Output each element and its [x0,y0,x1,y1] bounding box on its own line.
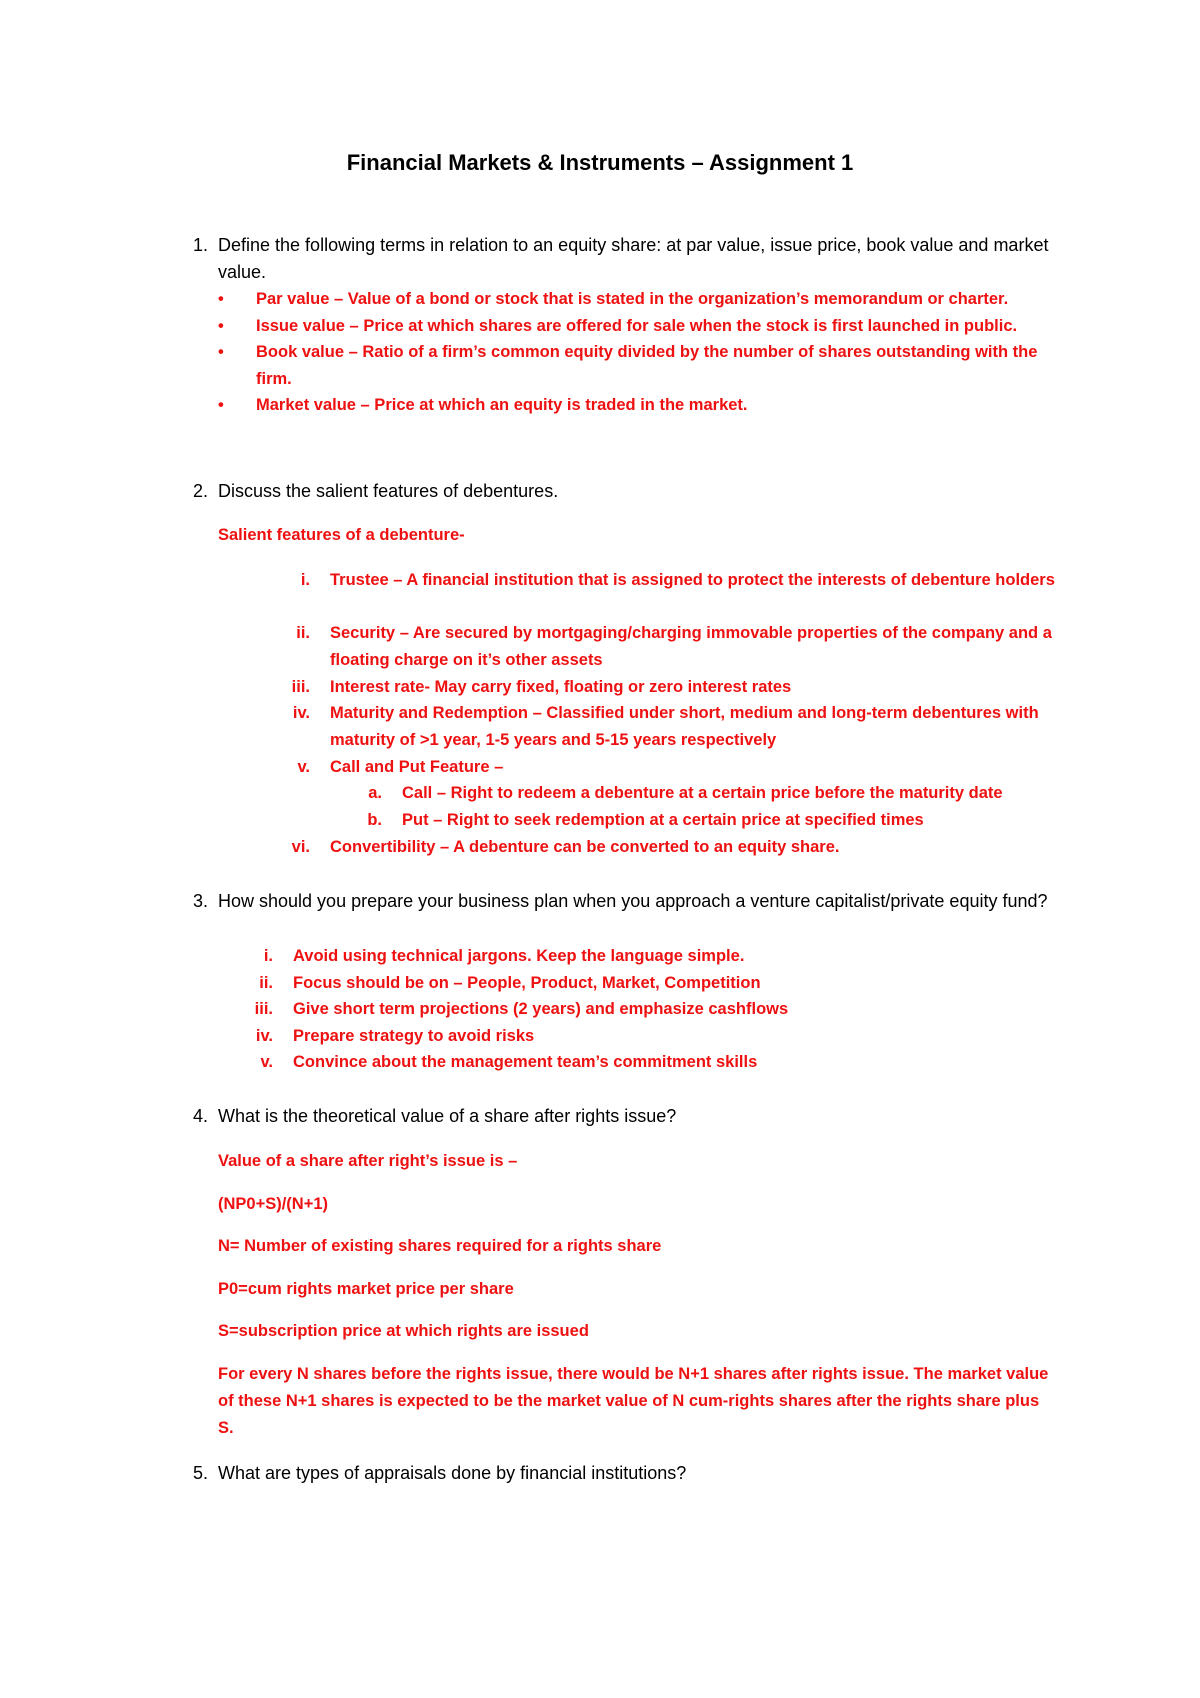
list-item [218,313,1058,340]
list-item [255,1023,1053,1050]
answer-line: P0=cum rights market price per share [218,1280,514,1298]
question-text: Discuss the salient features of debentures. [218,481,559,501]
question-2 [192,478,1058,505]
answer-text: Avoid using technical jargons. Keep the language simple. [293,947,745,965]
document-title: Financial Markets & Instruments – Assignment 1 [346,150,854,175]
answer-text: Book value – Ratio of a firm’s common equity divided by the number of shares outstanding with the firm. [256,343,1038,388]
question-number: 3. [192,891,208,911]
answer-text: Call and Put Feature – [330,758,504,776]
list-item [259,970,1053,997]
question-number: 2. [192,481,208,501]
question-text: What is the theoretical value of a share after rights issue? [218,1106,677,1126]
answer-text: Issue value – Price at which shares are offered for sale when the stock is first launched in public. [256,317,1018,335]
item-number: v. [297,758,310,776]
item-number: ii. [259,974,273,992]
item-number: i. [300,571,310,589]
question-1 [192,232,1058,286]
question-number: 5. [192,1463,208,1483]
list-item [291,834,1090,861]
item-letter: b. [367,811,382,829]
list-item [292,700,1090,754]
item-letter: a. [368,784,382,802]
list-item [300,567,1090,594]
answer-line: Value of a share after right’s issue is – [218,1152,518,1170]
question-3 [192,888,1058,915]
question-number: 1. [192,235,208,255]
item-number: iii. [291,678,310,696]
bullet-icon: • [218,317,224,335]
bullet-icon: • [218,343,224,361]
list-item [218,392,1058,419]
answer-text: Par value – Value of a bond or stock that is stated in the organization’s memorandum or charter. [256,290,1009,308]
answer-text: Market value – Price at which an equity is traded in the market. [256,396,748,414]
item-number: v. [260,1053,273,1071]
answer-text: Maturity and Redemption – Classified under short, medium and long-term debentures with maturity of >1 year, 1-5 years and 5-15 years respectively [330,704,1039,749]
bullet-icon: • [218,290,224,308]
answer-paragraph: For every N shares before the rights issue, there would be N+1 shares after rights issue. The market value of these N+1 shares is expected to be the market value of N cum-rights shares after the rights share plus S. [218,1365,1049,1437]
question-number: 4. [192,1106,208,1126]
item-number: iv. [292,704,310,722]
formula: (NP0+S)/(N+1) [218,1195,329,1213]
item-number: ii. [296,624,310,642]
list-item [297,754,1090,781]
item-number: i. [263,947,273,965]
sub-list-item [368,780,1092,807]
question-4 [192,1103,1058,1130]
list-item [263,943,1053,970]
list-item [218,286,1058,313]
answer-text: Interest rate- May carry fixed, floating or zero interest rates [330,678,792,696]
answer-intro: Salient features of a debenture- [218,526,465,544]
answer-text: Security – Are secured by mortgaging/charging immovable properties of the company and a floating charge on it’s other assets [330,624,1052,669]
answer-text: Prepare strategy to avoid risks [293,1027,535,1045]
answer-text: Convertibility – A debenture can be converted to an equity share. [330,838,840,856]
question-text: Define the following terms in relation to an equity share: at par value, issue price, book value and market value. [218,235,1049,282]
question-text: What are types of appraisals done by financial institutions? [218,1463,687,1483]
question-5 [192,1460,1058,1487]
sub-list-item [367,807,1092,834]
answer-text: Give short term projections (2 years) and emphasize cashflows [293,1000,789,1018]
list-item [296,620,1090,674]
answer-text: Call – Right to redeem a debenture at a certain price before the maturity date [402,784,1003,802]
list-item [254,996,1053,1023]
answer-text: Trustee – A financial institution that is assigned to protect the interests of debenture holders [330,571,1055,589]
answer-text: Put – Right to seek redemption at a certain price at specified times [402,811,924,829]
item-number: iv. [255,1027,273,1045]
item-number: vi. [291,838,310,856]
question-text: How should you prepare your business plan when you approach a venture capitalist/private equity fund? [218,891,1048,911]
item-number: iii. [254,1000,273,1018]
list-item [218,339,1058,393]
list-item [260,1049,1053,1076]
list-item [291,674,1090,701]
answer-text: Convince about the management team’s commitment skills [293,1053,758,1071]
answer-text: Focus should be on – People, Product, Market, Competition [293,974,761,992]
answer-line: N= Number of existing shares required for a rights share [218,1237,662,1255]
answer-line: S=subscription price at which rights are issued [218,1322,589,1340]
bullet-icon: • [218,396,224,414]
